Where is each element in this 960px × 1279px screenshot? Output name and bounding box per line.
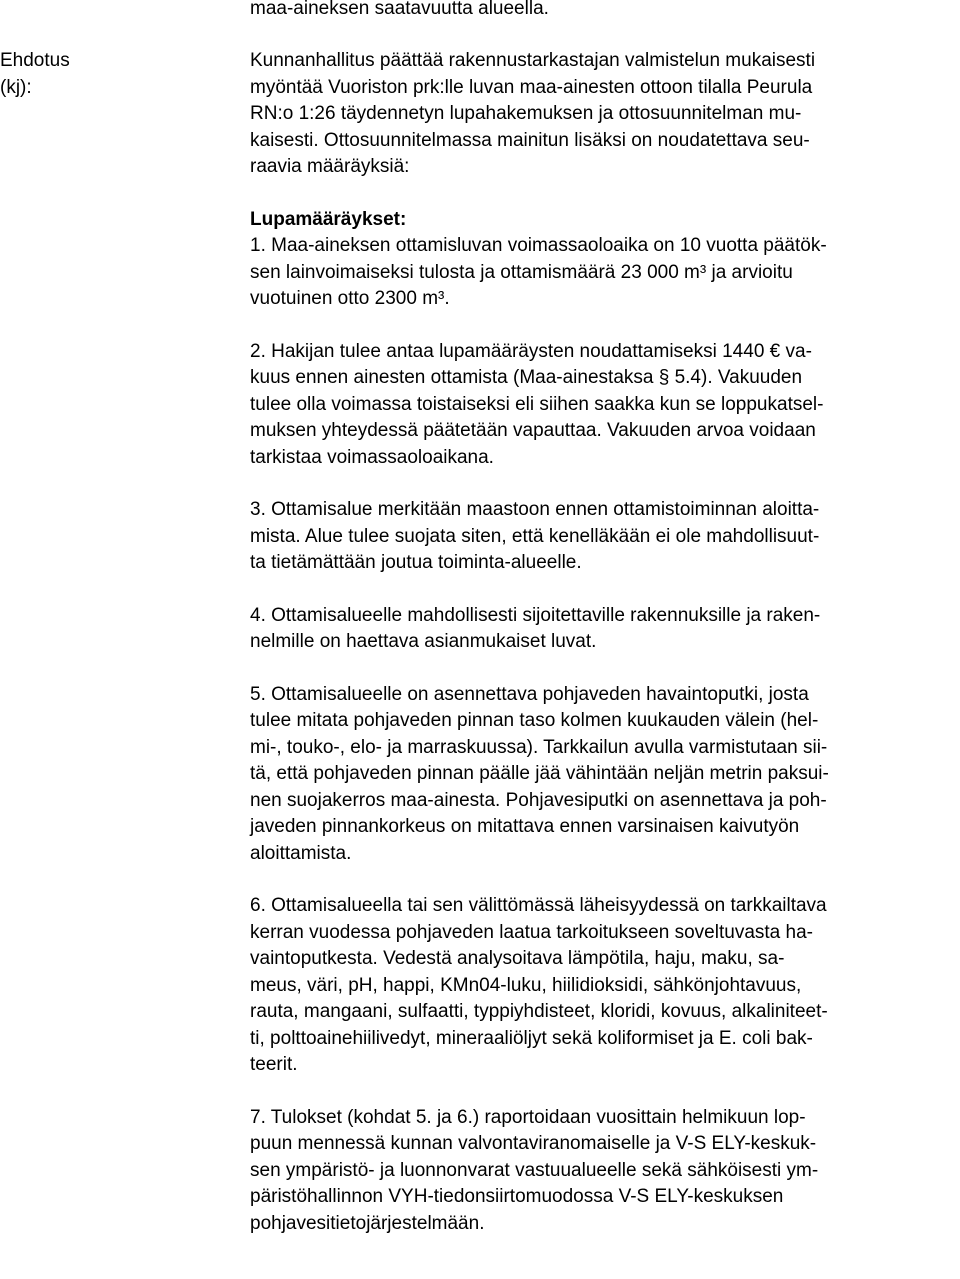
text-line: kerran vuodessa pohjaveden laatua tarkoitukseen soveltuvasta ha- — [250, 921, 813, 943]
text-line: päristöhallinnon VYH-tiedonsiirtomuodossa V-S ELY-keskuksen — [250, 1186, 784, 1207]
text-line: teerit. — [250, 1054, 298, 1075]
condition-item-5 — [250, 682, 956, 868]
text-line: meus, väri, pH, happi, KMn04-luku, hiilidioksidi, sähkönjohtavuus, — [250, 974, 802, 996]
condition-item-7 — [250, 1105, 956, 1238]
text-line: sen ympäristö- ja luonnonvarat vastuualueelle sekä sähköisesti ym- — [250, 1159, 819, 1181]
text-line: pohjavesitietojärjestelmään. — [250, 1212, 485, 1234]
condition-item-3 — [250, 497, 956, 577]
permit-conditions-list — [250, 233, 956, 1237]
text-line: kuus ennen ainesten ottamista (Maa-ainestaksa § 5.4). Vakuuden — [250, 367, 803, 388]
text-line: 4. Ottamisalueelle mahdollisesti sijoitettaville rakennuksille ja raken- — [250, 604, 821, 626]
condition-item-4 — [250, 603, 956, 656]
label-line: (kj): — [0, 76, 32, 98]
text-line: ta tietämättään joutua toiminta-alueelle. — [250, 552, 582, 573]
continued-text-fragment: maa-aineksen saatavuutta alueella. — [250, 0, 549, 19]
text-line: aloittamista. — [250, 842, 352, 864]
text-line: 1. Maa-aineksen ottamisluvan voimassaoloaika on 10 vuotta päätök- — [250, 235, 827, 256]
condition-item-6 — [250, 893, 956, 1079]
intro-paragraph — [250, 48, 956, 181]
text-line: tä, että pohjaveden pinnan päälle jää vähintään neljän metrin paksui- — [250, 763, 829, 784]
text-line: rauta, mangaani, sulfaatti, typpiyhdisteet, kloridi, kovuus, alkaliniteet- — [250, 1001, 828, 1022]
proposal-body — [250, 48, 956, 1237]
text-line: 5. Ottamisalueelle on asennettava pohjaveden havaintoputki, josta — [250, 683, 809, 705]
text-line: mi-, touko-, elo- ja marraskuussa). Tarkkailun avulla varmistutaan sii- — [250, 736, 828, 758]
text-line: puun mennessä kunnan valvontaviranomaiselle ja V-S ELY-keskuk- — [250, 1133, 817, 1154]
text-line: nelmille on haettava asianmukaiset luvat. — [250, 631, 597, 652]
text-line: tulee olla voimassa toistaiseksi eli siihen saakka kun se loppukatsel- — [250, 393, 824, 415]
section-label — [0, 48, 110, 101]
label-line: Ehdotus — [0, 50, 70, 71]
text-line: 6. Ottamisalueella tai sen välittömässä läheisyydessä on tarkkailtava — [250, 895, 827, 916]
text-line: raavia määräyksiä: — [250, 156, 410, 177]
text-line: tulee mitata pohjaveden pinnan taso kolmen kuukauden välein (hel- — [250, 710, 819, 731]
text-line: 3. Ottamisalue merkitään maastoon ennen ottamistoiminnan aloitta- — [250, 499, 820, 520]
text-line: Kunnanhallitus päättää rakennustarkastajan valmistelun mukaisesti — [250, 50, 816, 71]
text-line: kaisesti. Ottosuunnitelmassa mainitun lisäksi on noudatettava seu- — [250, 129, 810, 151]
text-line: muksen yhteydessä päätetään vapauttaa. Vakuuden arvoa voidaan — [250, 420, 816, 441]
text-line: sen lainvoimaiseksi tulosta ja ottamismäärä 23 000 m³ ja arvioitu — [250, 261, 793, 283]
text-line: vaintoputkesta. Vedestä analysoitava lämpötila, haju, maku, sa- — [250, 948, 785, 969]
text-line: vuotuinen otto 2300 m³. — [250, 288, 450, 309]
condition-item-1 — [250, 233, 956, 313]
text-line: myöntää Vuoriston prk:lle luvan maa-ainesten ottoon tilalla Peurula — [250, 76, 813, 98]
text-line: javeden pinnankorkeus on mitattava ennen varsinaisen kaivutyön — [250, 816, 800, 837]
text-line: nen suojakerros maa-ainesta. Pohjavesiputki on asennettava ja poh- — [250, 789, 827, 811]
text-line: ti, polttoainehiilivedyt, mineraaliöljyt sekä koliformiset ja E. coli bak- — [250, 1027, 813, 1049]
text-line: RN:o 1:26 täydennetyn lupahakemuksen ja ottosuunnitelman mu- — [250, 103, 802, 124]
text-line: tarkistaa voimassaoloaikana. — [250, 446, 494, 468]
permit-conditions-heading: Lupamääräykset: — [250, 208, 407, 230]
condition-item-2 — [250, 339, 956, 472]
text-line: 2. Hakijan tulee antaa lupamääräysten noudattamiseksi 1440 € va- — [250, 340, 812, 362]
text-line: 7. Tulokset (kohdat 5. ja 6.) raportoidaan vuosittain helmikuun lop- — [250, 1106, 806, 1128]
text-line: mista. Alue tulee suojata siten, että kenelläkään ei ole mahdollisuut- — [250, 525, 820, 547]
